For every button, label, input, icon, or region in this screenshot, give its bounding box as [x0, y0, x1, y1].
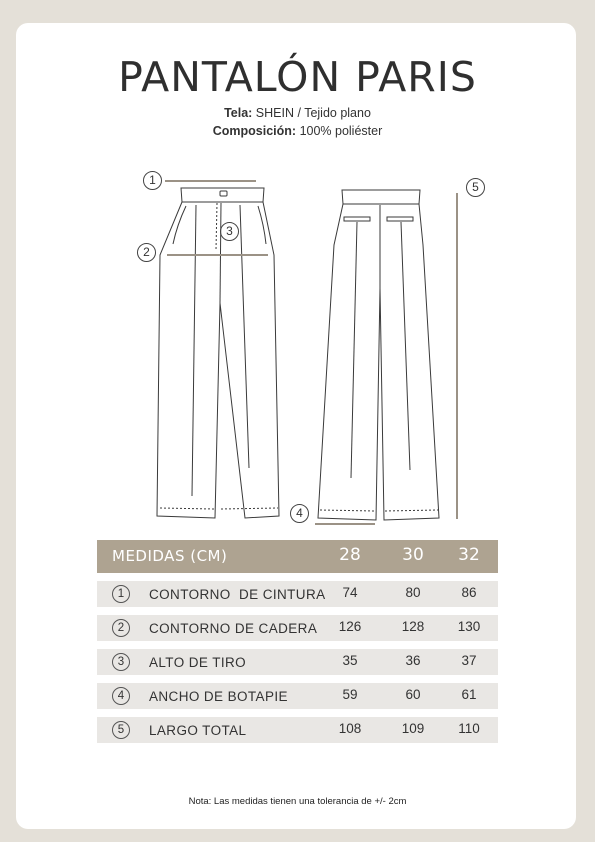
row-label: ANCHO DE BOTAPIE [149, 689, 288, 704]
measure-lines [165, 181, 457, 524]
row-label: ALTO DE TIRO [149, 655, 247, 670]
row-label: LARGO TOTAL [149, 723, 247, 738]
row-number: 2 [112, 619, 130, 637]
marker-3: 3 [220, 222, 239, 241]
marker-4: 4 [290, 504, 309, 523]
row-value: 80 [405, 585, 421, 600]
row-value: 60 [405, 687, 421, 702]
tolerance-note: Nota: Las medidas tienen una tolerancia de +/- 2cm [188, 796, 407, 807]
table-row [97, 683, 498, 709]
row-value: 110 [458, 721, 480, 736]
row-number: 1 [112, 585, 130, 603]
header-label: MEDIDAS (CM) [112, 547, 228, 565]
row-value: 126 [338, 619, 362, 634]
table-row [97, 717, 498, 743]
composition-label: Composición: [212, 124, 297, 138]
row-value: 130 [457, 619, 481, 634]
size-header: 28 [339, 545, 361, 565]
marker-5: 5 [466, 178, 485, 197]
marker-1: 1 [143, 171, 162, 190]
row-value: 61 [461, 687, 477, 702]
row-label: CONTORNO DE CINTURA [149, 587, 326, 602]
table-row [97, 615, 498, 641]
row-value: 74 [342, 585, 358, 600]
marker-2: 2 [137, 243, 156, 262]
back-view [318, 190, 439, 520]
size-header: 32 [458, 545, 480, 565]
table-row [97, 649, 498, 675]
front-view [157, 188, 279, 518]
row-value: 109 [401, 721, 425, 736]
row-value: 37 [461, 653, 477, 668]
row-value: 86 [461, 585, 477, 600]
row-number: 4 [112, 687, 130, 705]
row-number: 5 [112, 721, 130, 739]
size-header: 30 [402, 545, 424, 565]
row-value: 108 [338, 721, 362, 736]
fabric-label: Tela: [224, 106, 253, 120]
table-row [97, 581, 498, 607]
table-header [97, 540, 498, 573]
row-value: 59 [342, 687, 358, 702]
row-value: 35 [342, 653, 358, 668]
fabric-value: SHEIN / Tejido plano [255, 106, 371, 120]
row-value: 128 [401, 619, 425, 634]
measurements-table [97, 540, 498, 743]
row-number: 3 [112, 653, 130, 671]
row-value: 36 [405, 653, 421, 668]
composition-value: 100% poliéster [299, 124, 383, 138]
row-label: CONTORNO DE CADERA [149, 621, 318, 636]
page-title: PANTALÓN PARIS [118, 53, 477, 101]
